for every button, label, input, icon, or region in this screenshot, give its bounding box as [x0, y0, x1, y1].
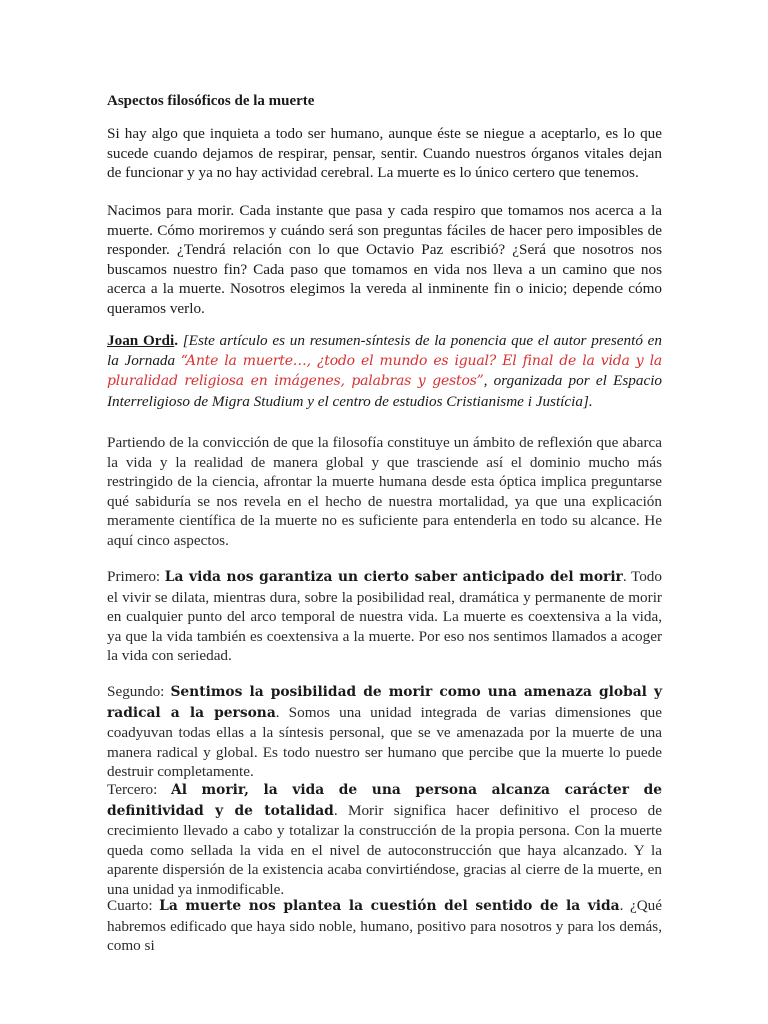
paragraph-fourth [107, 896, 662, 956]
fourth-heading: La muerte nos plantea la cuestión del sentido de la vida [159, 898, 620, 914]
author-link[interactable]: Joan Ordi [107, 332, 175, 349]
fourth-body: . ¿Qué habremos edificado que haya sido noble, humano, positivo para nosotros y para los demás, como si [107, 897, 662, 955]
first-lead: Primero: [107, 568, 165, 585]
paragraph-first [107, 567, 662, 666]
third-lead: Tercero: [107, 781, 171, 798]
first-heading: La vida nos garantiza un cierto saber anticipado del morir [164, 569, 623, 585]
event-title: “Ante la muerte…, ¿todo el mundo es igual? El final de la vida y la pluralidad religiosa en imágenes, palabras y gestos” [107, 352, 662, 390]
second-body: . Somos una unidad integrada de varias dimensiones que coadyuvan todas ellas a la síntesis personal, que se ve amenazada por la muerte de una manera radical y global. Es todo nuestro ser humano que percibe que la muerte lo puede destruir completamente. [107, 703, 662, 781]
third-heading: Al morir, la vida de una persona alcanza carácter de definitividad y de totalidad [107, 782, 663, 819]
paragraph-born-to-die: Nacimos para morir. Cada instante que pasa y cada respiro que tomamos nos acerca a la muerte. Cómo moriremos y cuándo será son preguntas fáciles de hacer pero imposibles de responder. ¿Tendrá relación con lo que Octavio Paz escribió? ¿Será que nosotros nos buscamos nuestro fin? Cada paso que tomamos en vida nos lleva a un camino que nos acerca a la muerte. Nosotros elegimos la vereda al inminente fin o inicio; depende cómo queramos verlo. [107, 202, 662, 317]
author-note-outro: , organizada por el Espacio Interreligioso de Migra Studium y el centro de estudios Cristianisme i Justícia]. [107, 372, 663, 410]
paragraph-third [107, 780, 662, 900]
fourth-lead: Cuarto: [107, 897, 160, 914]
author-note-intro: [Este artículo es un resumen-síntesis de la ponencia que el autor presentó en la Jornada [107, 332, 663, 369]
second-lead: Segundo: [107, 683, 171, 700]
paragraph-second [107, 682, 662, 782]
first-body: . Todo el vivir se dilata, mientras dura, sobre la posibilidad real, dramática y permanente de morir en cualquier punto del arco temporal de nuestra vida. La muerte es coextensiva a la vida, ya que la vida también es coextensiva a la muerte. Por eso nos sentimos llamados a acoger la vida con seriedad. [107, 568, 662, 665]
third-body: . Morir significa hacer definitivo el proceso de crecimiento llevado a cabo y totalizar la construcción de la propia persona. Con la muerte queda como sellada la vida en el nivel de autoconstrucción que haya alcanzado. Y la aparente dispersión de la existencia acaba convirtiéndose, gracias al cierre de la muerte, en una unidad ya inmodificable. [107, 801, 662, 898]
paragraph-philosophy: Partiendo de la convicción de que la filosofía constituye un ámbito de reflexión que abarca la vida y la realidad de manera global y que trasciende así el dominio mucho más restringido de la ciencia, afrontar la muerte humana desde esta óptica implica preguntarse qué sabiduría se nos revela en el hecho de nuestra mortalidad, ya que una explicación meramente científica de la muerte no es suficiente para entenderla en todo su alcance. He aquí cinco aspectos. [107, 434, 662, 549]
paragraph-author-note [107, 331, 662, 411]
author-separator: . [174, 332, 183, 349]
second-heading: Sentimos la posibilidad de morir como una amenaza global y radical a la persona [107, 684, 662, 721]
document-title: Aspectos filosóficos de la muerte [107, 93, 315, 109]
paragraph-intro: Si hay algo que inquieta a todo ser humano, aunque éste se niegue a aceptarlo, es lo que sucede cuando dejamos de respirar, pensar, sentir. Cuando nuestros órganos vitales dejan de funcionar y ya no hay actividad cerebral. La muerte es lo único certero que tenemos. [107, 125, 662, 182]
